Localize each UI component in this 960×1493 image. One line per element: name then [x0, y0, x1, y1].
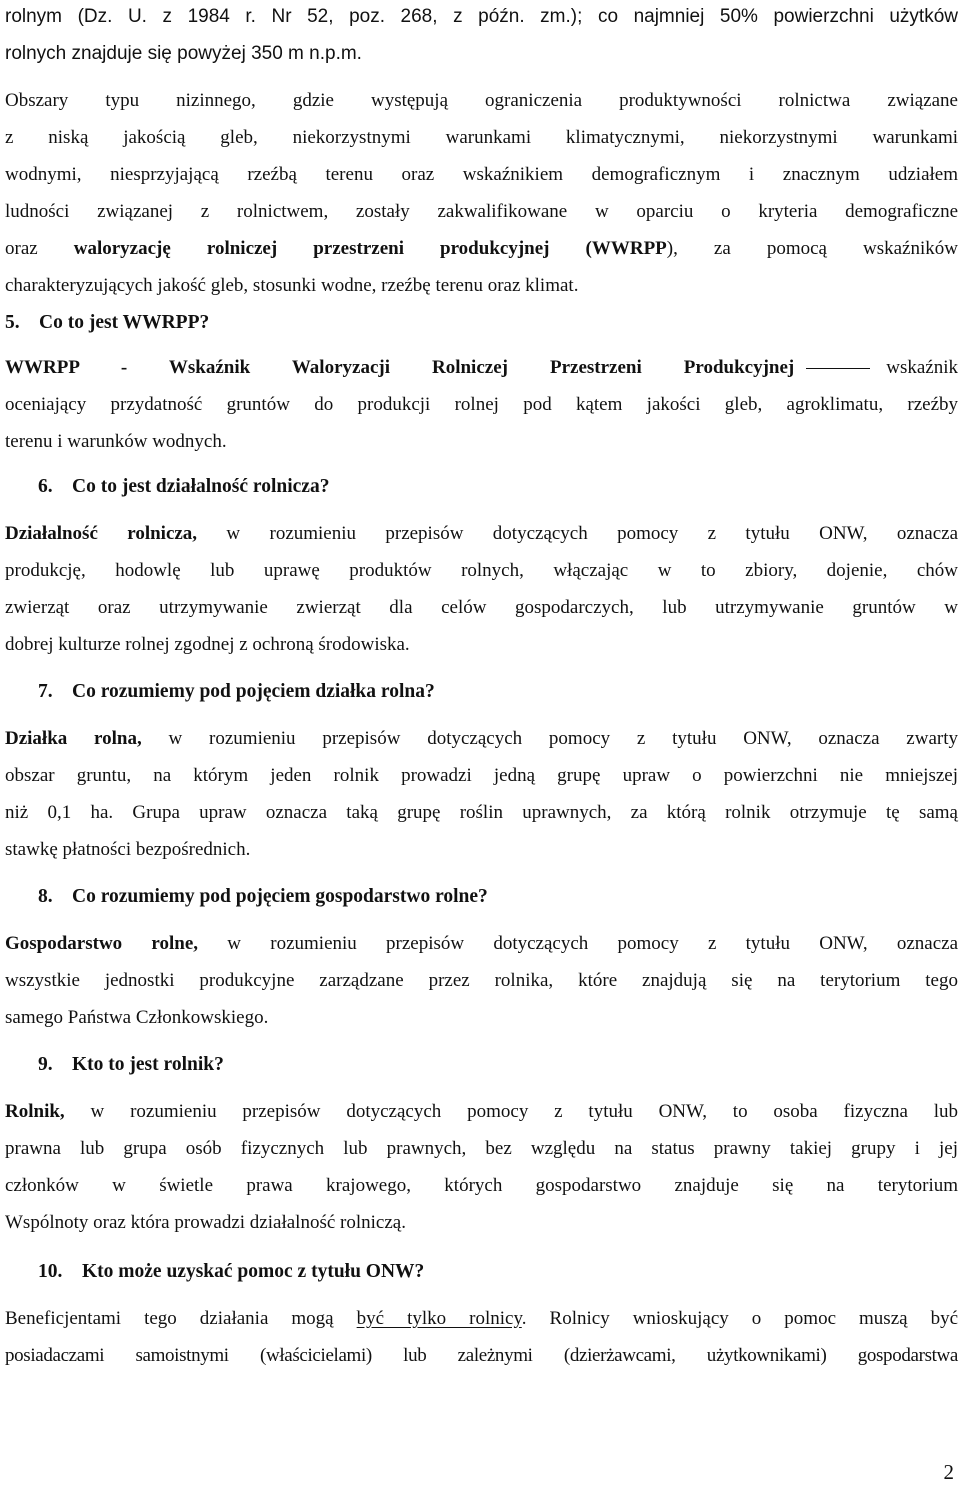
text-fragment: w rozumieniu przepisów dotyczących pomocy z tytułu ONW, oznacza zwarty [168, 728, 959, 749]
bold-term: WWRPP - Wskaźnik Waloryzacji Rolniczej Przestrzeni Produkcyjnej [5, 357, 795, 378]
bold-term: waloryzację rolniczej przestrzeni produkcyjnej (WWRPP [73, 238, 667, 259]
text-fragment: oraz [5, 238, 38, 259]
answer-paragraph-7 [5, 720, 958, 868]
paragraph-line [5, 720, 958, 757]
question-title: Kto to jest rolnik? [72, 1054, 224, 1075]
paragraph-line: dobrej kulturze rolnej zgodnej z ochroną środowiska. [5, 634, 410, 655]
question-heading-7 [5, 673, 958, 710]
answer-paragraph-6 [5, 515, 958, 663]
text-fragment: Beneficjentami tego działania mogą [5, 1308, 334, 1329]
paragraph-line: zwierząt oraz utrzymywanie zwierząt dla celów gospodarczych, lub utrzymywanie gruntów w [5, 597, 958, 618]
em-dash [806, 368, 870, 369]
question-title: Co rozumiemy pod pojęciem działka rolna? [72, 681, 435, 702]
question-number: 8. [38, 886, 53, 907]
answer-paragraph-10 [5, 1300, 958, 1374]
paragraph-line: oceniający przydatność gruntów do produkcji rolnej pod kątem jakości gleb, agroklimatu, rzeźby [5, 394, 958, 415]
answer-paragraph-5 [5, 349, 958, 460]
paragraph-line: z niską jakością gleb, niekorzystnymi warunkami klimatycznymi, niekorzystnymi warunkami [5, 127, 958, 148]
question-number: 10. [38, 1261, 63, 1282]
paragraph-line: stawkę płatności bezpośrednich. [5, 839, 251, 860]
paragraph-line: charakteryzujących jakość gleb, stosunki wodne, rzeźbę terenu oraz klimat. [5, 275, 579, 296]
text-fragment: w rozumieniu przepisów dotyczących pomocy z tytułu ONW, oznacza [226, 523, 959, 544]
paragraph-line [5, 230, 958, 267]
paragraph-line: obszar gruntu, na którym jeden rolnik prowadzi jedną grupę upraw o powierzchni nie mniejszej [5, 765, 958, 786]
answer-paragraph-9 [5, 1093, 958, 1241]
question-title: Co to jest WWRPP? [39, 312, 210, 333]
text-fragment: ), za pomocą wskaźników [666, 238, 958, 259]
question-number: 7. [38, 681, 53, 702]
document-page [5, 0, 958, 1374]
paragraph-line: wszystkie jednostki produkcyjne zarządzane przez rolnika, które znajdują się na terytorium tego [5, 970, 958, 991]
question-number: 5. [5, 312, 20, 333]
text-fragment: w rozumieniu przepisów dotyczących pomocy z tytułu ONW, oznacza [227, 933, 959, 954]
question-heading-5 [5, 304, 958, 341]
intro-line-2: rolnych znajduje się powyżej 350 m n.p.m. [5, 43, 362, 64]
lowland-paragraph [5, 82, 958, 304]
paragraph-line: posiadaczami samoistnymi (właścicielami) lub zależnymi (dzierżawcami, użytkownikami) gospodarstwa [5, 1345, 958, 1366]
intro-line-1: rolnym (Dz. U. z 1984 r. Nr 52, poz. 268, z późn. zm.); co najmniej 50% powierzchni użytków [5, 6, 958, 27]
question-title: Co to jest działalność rolnicza? [72, 476, 330, 497]
paragraph-line [5, 1093, 958, 1130]
paragraph-line [5, 349, 958, 386]
text-fragment: wskaźnik [886, 357, 958, 378]
question-number: 6. [38, 476, 53, 497]
paragraph-line: prawna lub grupa osób fizycznych lub prawnych, bez względu na status prawny takiej grupy i jej [5, 1138, 958, 1159]
paragraph-line: wodnymi, niesprzyjającą rzeźbą terenu oraz wskaźnikiem demograficznym i znacznym udziałem [5, 164, 958, 185]
bold-term: Działka rolna, [5, 728, 142, 749]
paragraph-line: ludności związanej z rolnictwem, zostały zakwalifikowane w oparciu o kryteria demograficzne [5, 201, 958, 222]
question-title: Co rozumiemy pod pojęciem gospodarstwo rolne? [72, 886, 488, 907]
bold-term: Gospodarstwo rolne, [5, 933, 199, 954]
paragraph-line: Obszary typu nizinnego, gdzie występują ograniczenia produktywności rolnictwa związane [5, 90, 958, 111]
answer-paragraph-8 [5, 925, 958, 1036]
text-fragment: w rozumieniu przepisów dotyczących pomocy z tytułu ONW, to osoba fizyczna lub [90, 1101, 959, 1122]
bold-term: Rolnik, [5, 1101, 65, 1122]
underlined-phrase: być tylko rolnicy [356, 1308, 522, 1329]
paragraph-line: członków w świetle prawa krajowego, których gospodarstwo znajduje się na terytorium [5, 1175, 958, 1196]
paragraph-line: Wspólnoty oraz która prowadzi działalność rolniczą. [5, 1212, 406, 1233]
paragraph-line: produkcję, hodowlę lub uprawę produktów rolnych, włączając w to zbiory, dojenie, chów [5, 560, 958, 581]
paragraph-line: terenu i warunków wodnych. [5, 431, 227, 452]
question-heading-10 [5, 1253, 958, 1290]
text-fragment: . Rolnicy wnioskujący o pomoc muszą być [521, 1308, 959, 1329]
bold-term: Działalność rolnicza, [5, 523, 198, 544]
question-title: Kto może uzyskać pomoc z tytułu ONW? [82, 1261, 425, 1282]
question-heading-8 [5, 878, 958, 915]
paragraph-line [5, 515, 958, 552]
page-number: 2 [943, 1460, 954, 1484]
paragraph-line: niż 0,1 ha. Grupa upraw oznacza taką grupę roślin uprawnych, za którą rolnik otrzymuje tę samą [5, 802, 958, 823]
question-number: 9. [38, 1054, 53, 1075]
paragraph-line [5, 925, 958, 962]
question-heading-6 [5, 468, 958, 505]
paragraph-line: samego Państwa Członkowskiego. [5, 1007, 269, 1028]
paragraph-line [5, 1300, 958, 1337]
question-heading-9 [5, 1046, 958, 1083]
